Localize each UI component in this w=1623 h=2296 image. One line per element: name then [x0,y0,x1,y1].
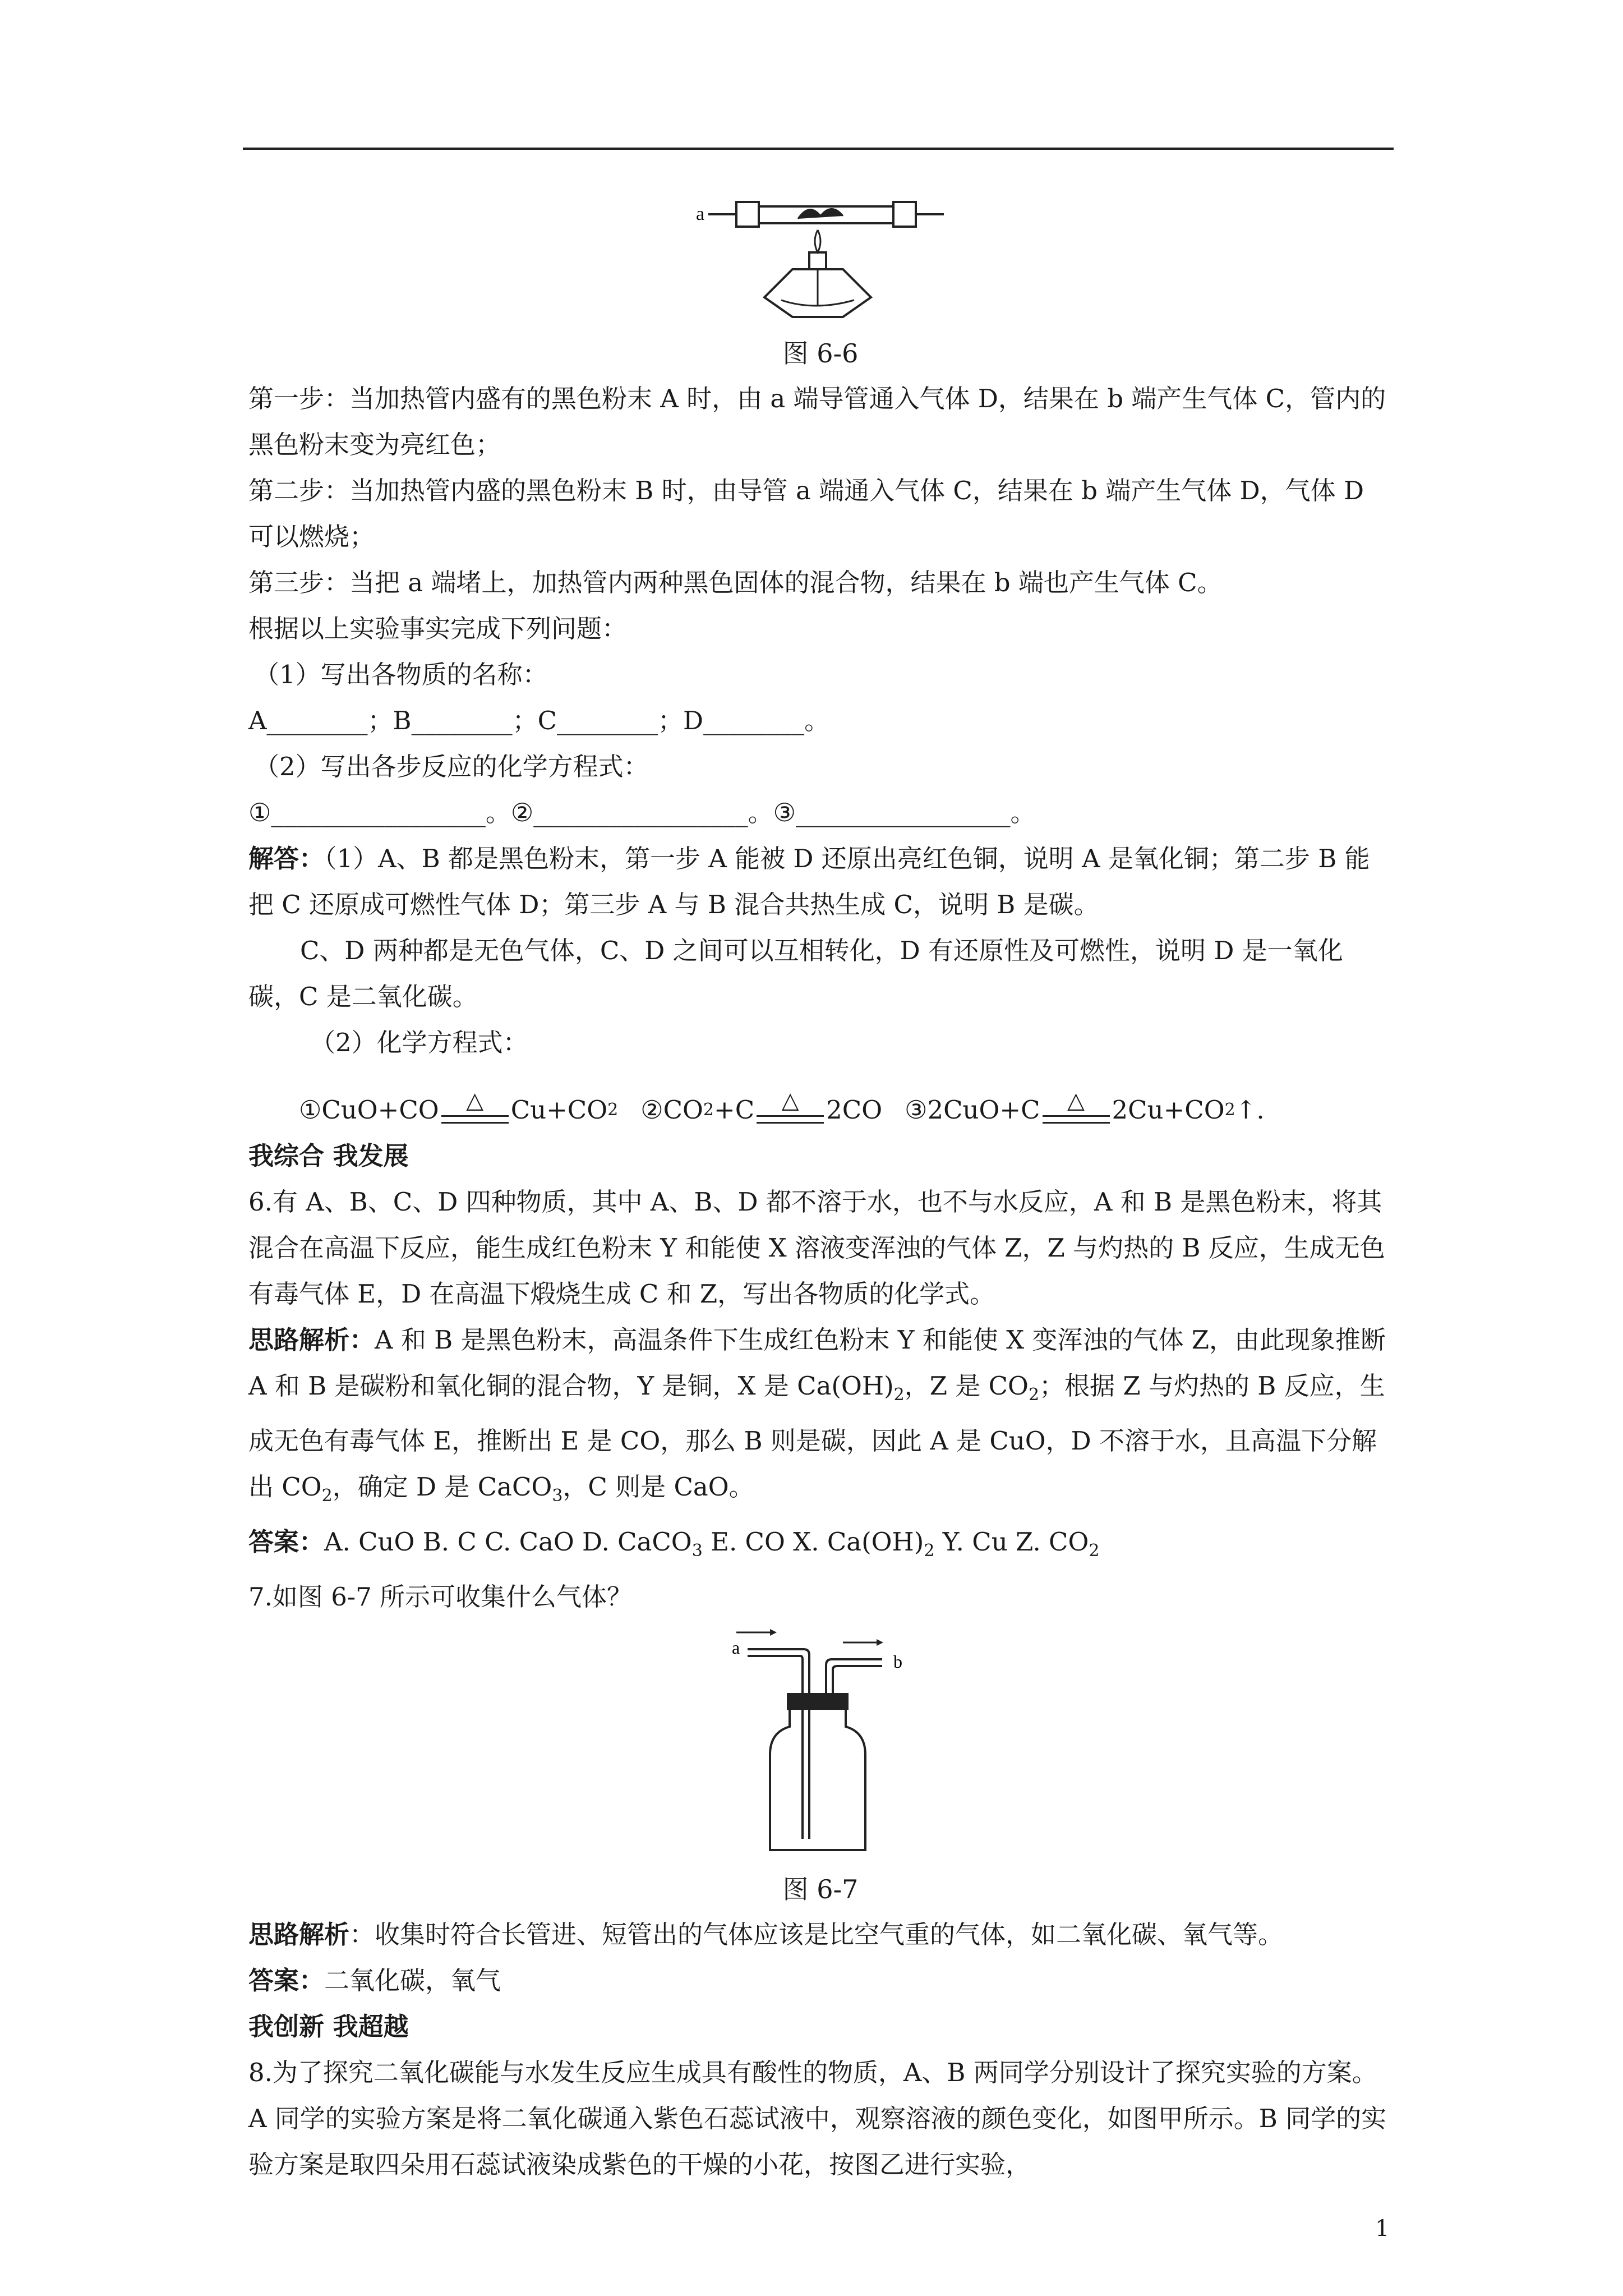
equation-2: ②CO 2 +C △ 2CO [640,1088,883,1125]
answer-label: 解答： [248,844,325,873]
q8-text: 8.为了探究二氧化碳能与水发生反应生成具有酸性的物质，A、B 两同学分别设计了探究实验的方案。A 同学的实验方案是将二氧化碳通入紫色石蕊试液中，观察溶液的颜色变化，如图甲所示。B 同学的实验方案是取四朵用石蕊试液染成紫色的干燥的小花，按图乙进行实验， [248,2058,1387,2179]
figure-6-7-caption: 图 6-7 [782,1874,859,1904]
equation-3: ③2CuO+C △ 2Cu+CO 2 ↑. [905,1088,1265,1125]
q5-sub1: （1）写出各物质的名称： [254,660,548,689]
fig67-label-a: a [732,1637,740,1658]
q6-answer: 答案：A. CuO B. C C. CaO D. CaCO$_3$ E. CO X. $Ca(OH)_2$ Y. Cu Z. $CO_2$ [248,1527,1100,1561]
header-rule [243,148,1394,150]
figure-6-6-caption: 图 6-6 [782,338,859,369]
q5-step3: 第三步：当把 a 端堵上，加热管内两种黑色固体的混合物，结果在 b 端也产生气体 C。 [248,568,1223,597]
q7-text: 7.如图 6-7 所示可收集什么气体？ [248,1582,633,1612]
document-body [248,185,1393,2188]
gas-collection-bottle-diagram [731,1620,910,1861]
page-number: 1 [1375,2216,1390,2242]
q7-answer: 答案：二氧化碳，氧气 [248,1966,501,1995]
q5-answer-p1: 解答：（1）A、B 都是黑色粉末，第一步 A 能被 D 还原出亮红色铜，说明 A 是氧化铜；第二步 B 能把 C 还原成可燃性气体 D；第三步 A 与 B 混合共热生成 C，说明 B 是碳。 [248,844,1370,919]
figure-6-6 [248,185,1393,331]
fig67-label-b: b [893,1651,902,1672]
q5-answer-p2: C、D 两种都是无色气体，C、D 之间可以互相转化，D 有还原性及可燃性，说明 D 是一氧化碳，C 是二氧化碳。 [248,936,1343,1011]
q5-blanks1: A________；B________；C________；D________。 [248,706,830,735]
section-heading-1: 我综合 我发展 [248,1141,409,1171]
q5-blanks2: ①_________________。②_________________。③_________________。 [248,798,1036,827]
q5-intro: 根据以上实验事实完成下列问题： [248,614,628,643]
q5-sub2: （2）写出各步反应的化学方程式： [254,752,649,781]
section-heading-2: 我创新 我超越 [248,2012,409,2041]
q7-analysis: 思路解析：收集时符合长管进、短管出的气体应该是比空气重的气体，如二氧化碳、氧气等。 [248,1920,1284,1949]
fig66-label-a: a [696,204,705,224]
q6-analysis: 思路解析：A 和 B 是黑色粉末，高温条件下生成红色粉末 Y 和能使 X 变浑浊的气体 Z，由此现象推断 A 和 B 是碳粉和氧化铜的混合物，Y 是铜，X 是 $Ca(OH)_2$，Z 是 $CO_2$；根据 Z 与灼热的 B 反应，生成无色有毒气体 E，推断出 E 是 CO，那么 B 则是碳，因此 A 是 CuO，D 不溶于水，且高温下分解出 $CO_2$，确定 D 是 CaCO$_3$，C 则是 CaO。 [248,1325,1386,1506]
figure-6-7 [248,1620,1393,1867]
q5-step2: 第二步：当加热管内盛的黑色粉末 B 时，由导管 a 端通入气体 C，结果在 b 端产生气体 D，气体 D 可以燃烧； [248,476,1364,551]
heating-tube-diagram [691,185,949,325]
equation-1: ①CuO+CO △ Cu+CO 2 [299,1088,619,1125]
chemical-equations [248,1066,1393,1133]
q5-answer-p3: （2）化学方程式： [310,1028,528,1057]
q5-step1: 第一步：当加热管内盛有的黑色粉末 A 时，由 a 端导管通入气体 D，结果在 b 端产生气体 C，管内的黑色粉末变为亮红色； [248,384,1386,459]
q6-text: 6.有 A、B、C、D 四种物质，其中 A、B、D 都不溶于水，也不与水反应，A 和 B 是黑色粉末，将其混合在高温下反应，能生成红色粉末 Y 和能使 X 溶液变浑浊的气体 Z，Z 与灼热的 B 反应，生成无色有毒气体 E，D 在高温下煅烧生成 C 和 Z，写出各物质的化学式。 [248,1187,1385,1309]
